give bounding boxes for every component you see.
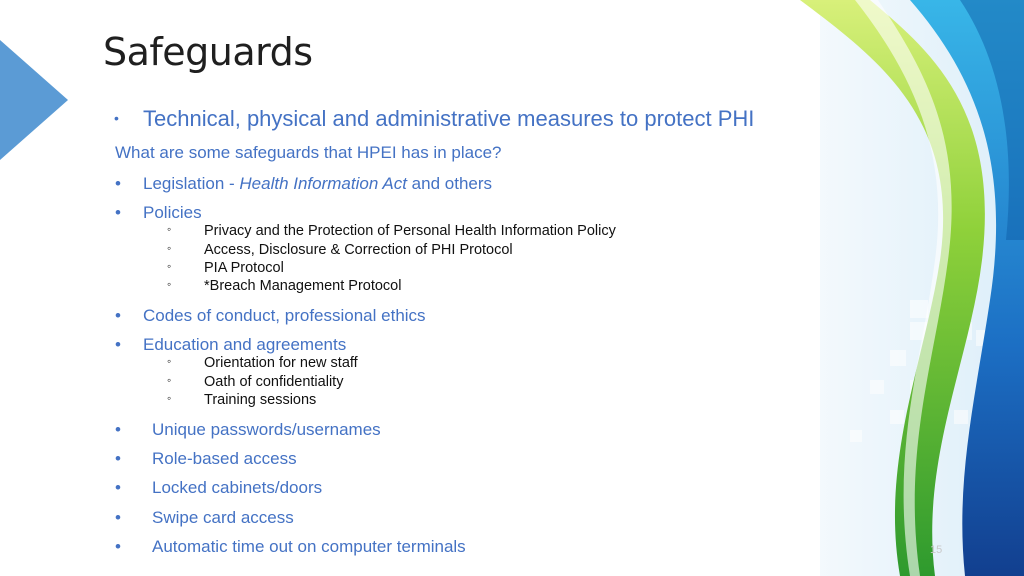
education-subitem-text: Training sessions	[204, 392, 317, 408]
policies-item	[115, 203, 202, 223]
technical-item-text: Role-based access	[152, 449, 297, 468]
circle-bullet-icon: ◦	[167, 391, 172, 405]
legislation-suffix: and others	[406, 174, 493, 193]
bullet-icon: •	[114, 110, 119, 126]
policy-subitem	[167, 241, 513, 258]
policy-subitem-text: Access, Disclosure & Correction of PHI Protocol	[204, 242, 513, 258]
circle-bullet-icon: ◦	[167, 373, 172, 387]
bullet-icon: •	[115, 174, 121, 193]
policy-subitem-text: *Breach Management Protocol	[204, 278, 402, 294]
codes-text: Codes of conduct, professional ethics	[143, 306, 426, 325]
legislation-act: Health Information Act	[239, 174, 407, 193]
bullet-icon: •	[115, 449, 121, 468]
circle-bullet-icon: ◦	[167, 277, 172, 291]
technical-item	[115, 508, 294, 528]
education-label: Education and agreements	[143, 335, 347, 354]
policies-label: Policies	[143, 203, 202, 222]
technical-item-text: Swipe card access	[152, 508, 294, 527]
policy-subitem	[167, 277, 402, 294]
education-subitem	[167, 354, 358, 371]
education-subitem-text: Orientation for new staff	[204, 355, 358, 371]
education-subitem	[167, 391, 317, 408]
legislation-item	[115, 174, 493, 194]
policy-subitem	[167, 222, 616, 239]
technical-item	[115, 449, 297, 469]
policy-subitem-text: Privacy and the Protection of Personal Health Information Policy	[204, 223, 616, 239]
bullet-icon: •	[115, 335, 121, 354]
bullet-icon: •	[115, 420, 121, 439]
main-point-text: Technical, physical and administrative measures to protect PHI	[143, 106, 755, 131]
technical-item	[115, 537, 466, 557]
circle-bullet-icon: ◦	[167, 354, 172, 368]
bullet-icon: •	[115, 203, 121, 222]
policy-subitem	[167, 259, 284, 276]
bullet-icon: •	[115, 478, 121, 497]
technical-item-text: Locked cabinets/doors	[152, 478, 323, 497]
bullet-icon: •	[115, 508, 121, 527]
circle-bullet-icon: ◦	[167, 259, 172, 273]
education-item	[115, 335, 347, 355]
technical-item	[115, 420, 381, 440]
bullet-icon: •	[115, 306, 121, 325]
technical-item-text: Unique passwords/usernames	[152, 420, 381, 439]
codes-item	[115, 306, 426, 326]
bullet-icon: •	[115, 537, 121, 556]
circle-bullet-icon: ◦	[167, 222, 172, 236]
question-text: What are some safeguards that HPEI has in place?	[115, 143, 502, 162]
technical-item-text: Automatic time out on computer terminals	[152, 537, 466, 556]
technical-item	[115, 478, 323, 498]
education-subitem	[167, 373, 344, 390]
page-number: 15	[930, 544, 943, 556]
education-subitem-text: Oath of confidentiality	[204, 374, 344, 390]
slide-title: Safeguards	[103, 30, 313, 74]
main-point	[114, 106, 755, 132]
policy-subitem-text: PIA Protocol	[204, 260, 284, 276]
circle-bullet-icon: ◦	[167, 241, 172, 255]
legislation-prefix: Legislation -	[143, 174, 240, 193]
